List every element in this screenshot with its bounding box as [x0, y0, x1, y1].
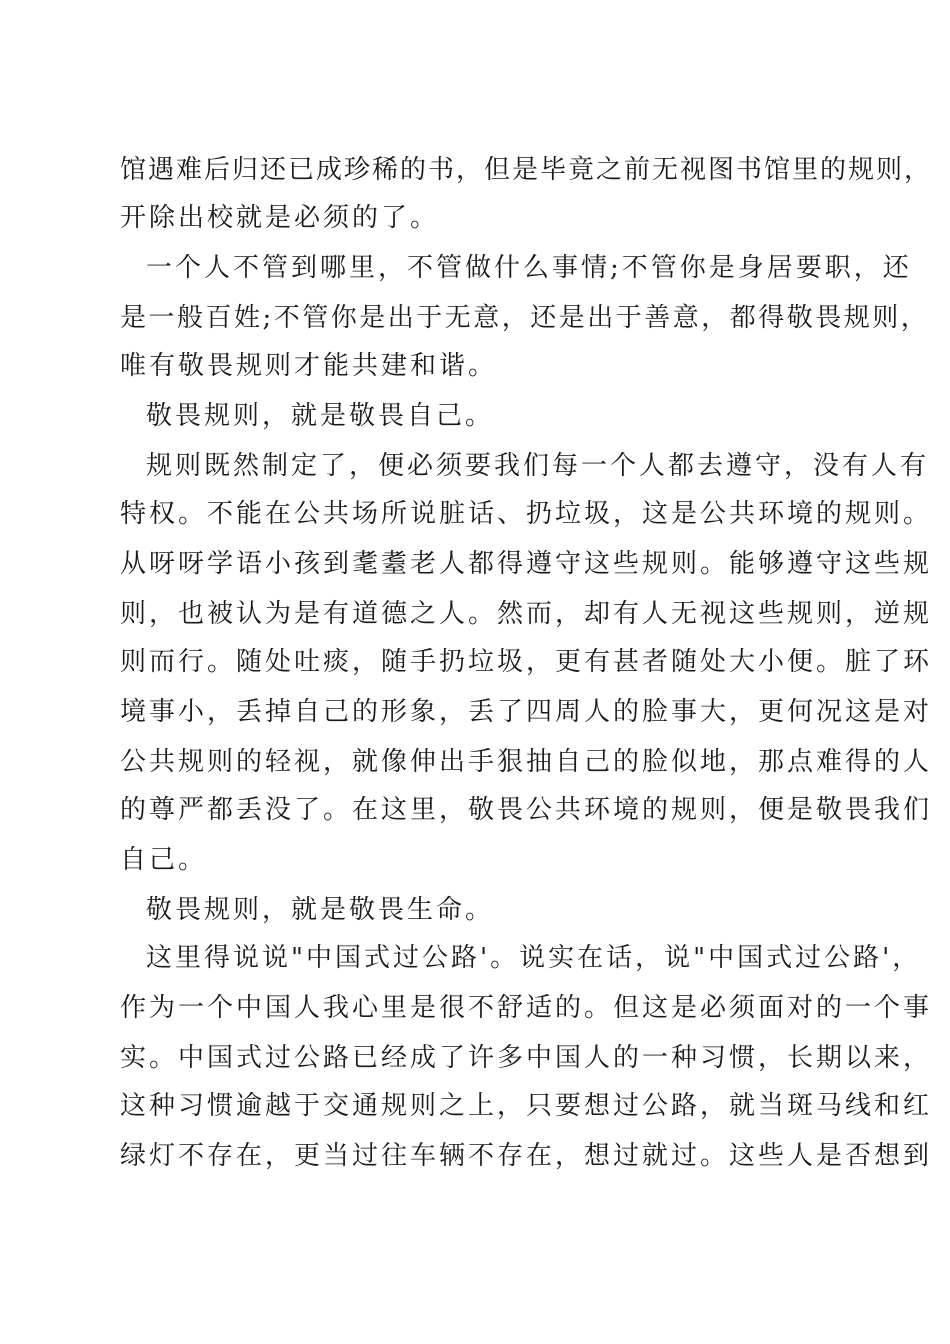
text-line: 唯有敬畏规则才能共建和谐。	[120, 351, 498, 381]
text-line: 这种习惯逾越于交通规则之上，只要想过公路，就当斑马线和红	[120, 1091, 933, 1121]
text-line: 则而行。随处吐痰，随手扔垃圾，更有甚者随处大小便。脏了环	[120, 647, 933, 677]
text-line: 特权。不能在公共场所说脏话、扔垃圾，这是公共环境的规则。	[120, 499, 933, 529]
text-line: 馆遇难后归还已成珍稀的书，但是毕竟之前无视图书馆里的规则，	[120, 155, 933, 185]
text-line: 则，也被认为是有道德之人。然而，却有人无视这些规则，逆规	[120, 599, 933, 629]
text-line: 自己。	[120, 845, 208, 875]
text-line: 公共规则的轻视，就像伸出手狠抽自己的脸似地，那点难得的人	[120, 747, 933, 777]
text-line: 实。中国式过公路已经成了许多中国人的一种习惯，长期以来，	[120, 1043, 933, 1073]
text-line: 的尊严都丢没了。在这里，敬畏公共环境的规则，便是敬畏我们	[120, 795, 933, 825]
text-line: 作为一个中国人我心里是很不舒适的。但这是必须面对的一个事	[120, 993, 933, 1023]
text-line: 是一般百姓;不管你是出于无意，还是出于善意，都得敬畏规则，	[120, 303, 930, 333]
text-line: 开除出校就是必须的了。	[120, 203, 440, 233]
text-line: 境事小，丢掉自己的形象，丢了四周人的脸事大，更何况这是对	[120, 697, 933, 727]
text-line: 绿灯不存在，更当过往车辆不存在，想过就过。这些人是否想到	[120, 1141, 933, 1171]
text-line: 敬畏规则，就是敬畏自己。	[146, 401, 495, 431]
text-line: 敬畏规则，就是敬畏生命。	[146, 895, 495, 925]
text-line: 这里得说说"中国式过公路'。说实在话，说"中国式过公路'，	[146, 943, 922, 973]
text-line: 规则既然制定了，便必须要我们每一个人都去遵守，没有人有	[146, 451, 930, 481]
text-line: 一个人不管到哪里，不管做什么事情;不管你是身居要职，还	[146, 253, 912, 283]
text-line: 从呀呀学语小孩到耄耋老人都得遵守这些规则。能够遵守这些规	[120, 549, 933, 579]
